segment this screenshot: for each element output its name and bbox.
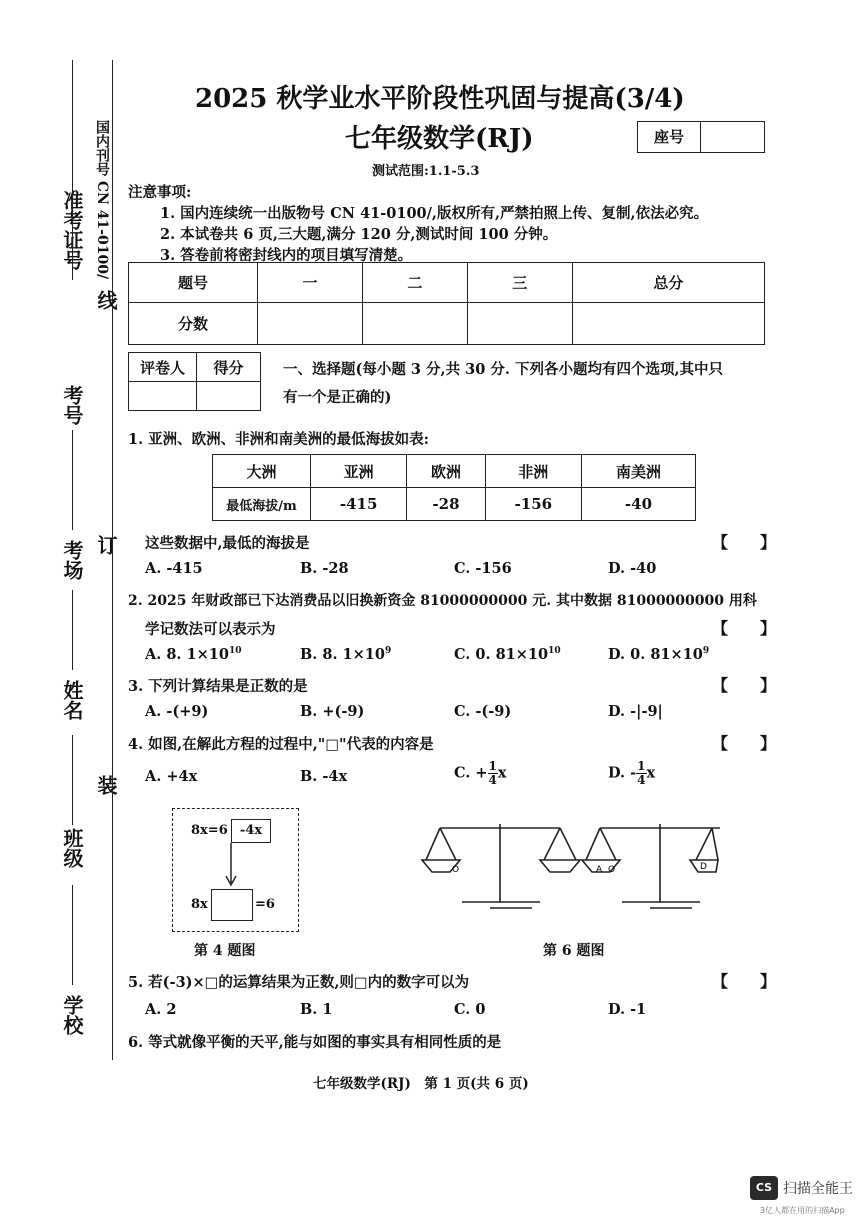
- frac-num: 1: [637, 759, 646, 773]
- page-title: 2025 秋学业水平阶段性巩固与提高(3/4): [195, 84, 685, 114]
- q3-option-d[interactable]: D. -|-9|: [608, 703, 663, 720]
- exam-cert-label: 准考证号: [60, 190, 84, 270]
- binding-line: [72, 590, 73, 670]
- binding-line: [72, 430, 73, 530]
- test-range: 测试范围:1.1-5.3: [372, 164, 480, 179]
- watermark-app: 扫描全能王: [783, 1181, 853, 1197]
- altitude-table: [212, 454, 696, 521]
- q2-option-c[interactable]: [454, 646, 561, 663]
- watermark-tagline: 3亿人都在用的扫描App: [760, 1206, 845, 1215]
- scale-label-o: O: [452, 865, 460, 875]
- fig-eq1: 8x=6: [191, 823, 228, 838]
- exam-room-label: 考场: [60, 540, 84, 580]
- score-header-cell: 总分: [572, 263, 764, 303]
- q3-option-a[interactable]: A. -(+9): [145, 703, 209, 720]
- q5-option-a[interactable]: A. 2: [145, 1001, 177, 1018]
- seat-label: 座号: [638, 122, 701, 152]
- answer-bracket[interactable]: 【 】: [712, 734, 777, 753]
- fig-eq2-right: =6: [255, 897, 275, 912]
- altitude-cell: -40: [581, 488, 695, 521]
- q2-option-d-base: D. 0. 81×10: [608, 646, 703, 663]
- binding-line: [72, 735, 73, 825]
- q3-option-c[interactable]: C. -(-9): [454, 703, 512, 720]
- page-subtitle: 七年级数学(RJ): [345, 124, 534, 154]
- reviewer-label: 评卷人: [129, 353, 197, 382]
- fraction: [636, 760, 646, 787]
- q4-option-a[interactable]: A. +4x: [145, 768, 198, 785]
- score-header-cell: 一: [258, 263, 363, 303]
- q2-option-d[interactable]: [608, 646, 709, 663]
- note-item: 2. 本试卷共 6 页,三大题,满分 120 分,测试时间 100 分钟。: [160, 226, 558, 243]
- fig-blank-box: [211, 889, 253, 921]
- grader-table: [128, 352, 261, 411]
- q6-stem: 6. 等式就像平衡的天平,能与如图的事实具有相同性质的是: [128, 1034, 502, 1051]
- balance-scales-figure: [420, 822, 720, 917]
- q4-stem: 4. 如图,在解此方程的过程中,"□"代表的内容是: [128, 736, 434, 753]
- q2-option-b-base: B. 8. 1×10: [300, 646, 385, 663]
- score-cell[interactable]: [362, 303, 467, 345]
- altitude-cell: -156: [485, 488, 581, 521]
- q3-stem: 3. 下列计算结果是正数的是: [128, 678, 308, 695]
- q2-stem: 2. 2025 年财政部已下达消费品以旧换新资金 81000000000 元. 其中数据 81000000000 用科: [128, 593, 757, 609]
- grader-score-label: 得分: [197, 353, 261, 382]
- q1-option-d[interactable]: D. -40: [608, 560, 657, 577]
- note-item: 1. 国内连续统一出版物号 CN 41-0100/,版权所有,严禁拍照上传、复制,依法必究。: [160, 205, 709, 222]
- seat-box: [637, 121, 765, 153]
- score-row-label: 分数: [129, 303, 258, 345]
- school-label: 学校: [60, 995, 84, 1035]
- q5-option-b[interactable]: B. 1: [300, 1001, 333, 1018]
- q1-option-c[interactable]: C. -156: [454, 560, 512, 577]
- binding-line: [72, 885, 73, 985]
- q1-stem: 1. 亚洲、欧洲、非洲和南美洲的最低海拔如表:: [128, 431, 430, 448]
- score-header-cell: 三: [467, 263, 572, 303]
- fig-eq2-left: 8x: [191, 897, 208, 912]
- frac-num: 1: [488, 759, 497, 773]
- reviewer-cell[interactable]: [129, 382, 197, 411]
- frac-den: 4: [637, 773, 646, 787]
- scale-label-o: O: [608, 865, 616, 875]
- seal-line: [112, 60, 113, 1060]
- answer-bracket[interactable]: 【 】: [712, 619, 777, 638]
- note-item: 3. 答卷前将密封线内的项目填写清楚。: [160, 247, 413, 264]
- q1-option-b[interactable]: B. -28: [300, 560, 349, 577]
- section1-title: 一、选择题(每小题 3 分,共 30 分. 下列各小题均有四个选项,其中只: [283, 361, 724, 378]
- altitude-header-cell: 非洲: [485, 455, 581, 488]
- fig-box1: -4x: [231, 819, 271, 843]
- q4-option-b[interactable]: B. -4x: [300, 768, 348, 785]
- q2-option-b-exp: 9: [384, 646, 392, 657]
- answer-bracket[interactable]: 【 】: [712, 972, 777, 991]
- q1-ask: 这些数据中,最低的海拔是: [145, 535, 310, 552]
- q5-stem: 5. 若(-3)×□的运算结果为正数,则□内的数字可以为: [128, 974, 470, 991]
- bind-char: 装: [94, 775, 118, 795]
- q2-option-a-exp: 10: [228, 646, 242, 657]
- q2-option-a-base: A. 8. 1×10: [145, 646, 229, 663]
- q5-option-d[interactable]: D. -1: [608, 1001, 647, 1018]
- frac-var: x: [497, 764, 507, 782]
- q2-option-d-exp: 9: [702, 646, 710, 657]
- q4-fig-caption: 第 4 题图: [194, 943, 256, 959]
- q1-option-a[interactable]: A. -415: [145, 560, 203, 577]
- scale-label-a: A: [596, 865, 603, 875]
- altitude-header-cell: 大洲: [213, 455, 311, 488]
- scanner-logo-icon: CS: [750, 1176, 778, 1200]
- scale-label-d: D: [700, 862, 707, 872]
- q4-option-c[interactable]: [454, 760, 507, 787]
- q4-option-d[interactable]: [608, 760, 655, 787]
- class-label: 班级: [60, 828, 84, 868]
- section1-title-2: 有一个是正确的): [283, 389, 392, 406]
- score-header-cell: 二: [362, 263, 467, 303]
- page-footer: 七年级数学(RJ) 第 1 页(共 6 页): [313, 1076, 529, 1092]
- notes-heading: 注意事项:: [128, 184, 192, 201]
- answer-bracket[interactable]: 【 】: [712, 533, 777, 552]
- score-cell[interactable]: [572, 303, 764, 345]
- q2-option-b[interactable]: [300, 646, 391, 663]
- answer-bracket[interactable]: 【 】: [712, 676, 777, 695]
- q4-figure: [172, 808, 299, 932]
- q3-option-b[interactable]: B. +(-9): [300, 703, 365, 720]
- order-char: 订: [94, 535, 118, 555]
- line-char: 线: [94, 290, 118, 310]
- altitude-header-cell: 南美洲: [581, 455, 695, 488]
- q4-option-d-prefix: D. -: [608, 764, 637, 782]
- altitude-header-cell: 欧洲: [407, 455, 485, 488]
- frac-var: x: [646, 764, 656, 782]
- altitude-header-cell: 亚洲: [311, 455, 407, 488]
- fraction: [488, 760, 498, 787]
- exam-no-label: 考号: [60, 385, 84, 425]
- down-arrow-icon: [223, 843, 243, 889]
- grader-score-cell[interactable]: [197, 382, 261, 411]
- altitude-row-label: 最低海拔/m: [213, 488, 311, 521]
- cn-text: 国内刊号 CN 41-0100/: [94, 120, 110, 280]
- q6-fig-caption: 第 6 题图: [543, 943, 605, 959]
- binding-line: [72, 60, 73, 280]
- score-cell[interactable]: [467, 303, 572, 345]
- q5-option-c[interactable]: C. 0: [454, 1001, 486, 1018]
- score-cell[interactable]: [258, 303, 363, 345]
- altitude-cell: -28: [407, 488, 485, 521]
- altitude-cell: -415: [311, 488, 407, 521]
- q2-option-a[interactable]: [145, 646, 241, 663]
- q4-option-c-prefix: C. +: [454, 764, 488, 782]
- name-label: 姓名: [60, 680, 84, 720]
- frac-den: 4: [488, 773, 497, 787]
- score-header-cell: 题号: [129, 263, 258, 303]
- score-table: [128, 262, 765, 345]
- q2-stem-2: 学记数法可以表示为: [145, 621, 276, 638]
- q2-option-c-base: C. 0. 81×10: [454, 646, 549, 663]
- q2-option-c-exp: 10: [548, 646, 561, 657]
